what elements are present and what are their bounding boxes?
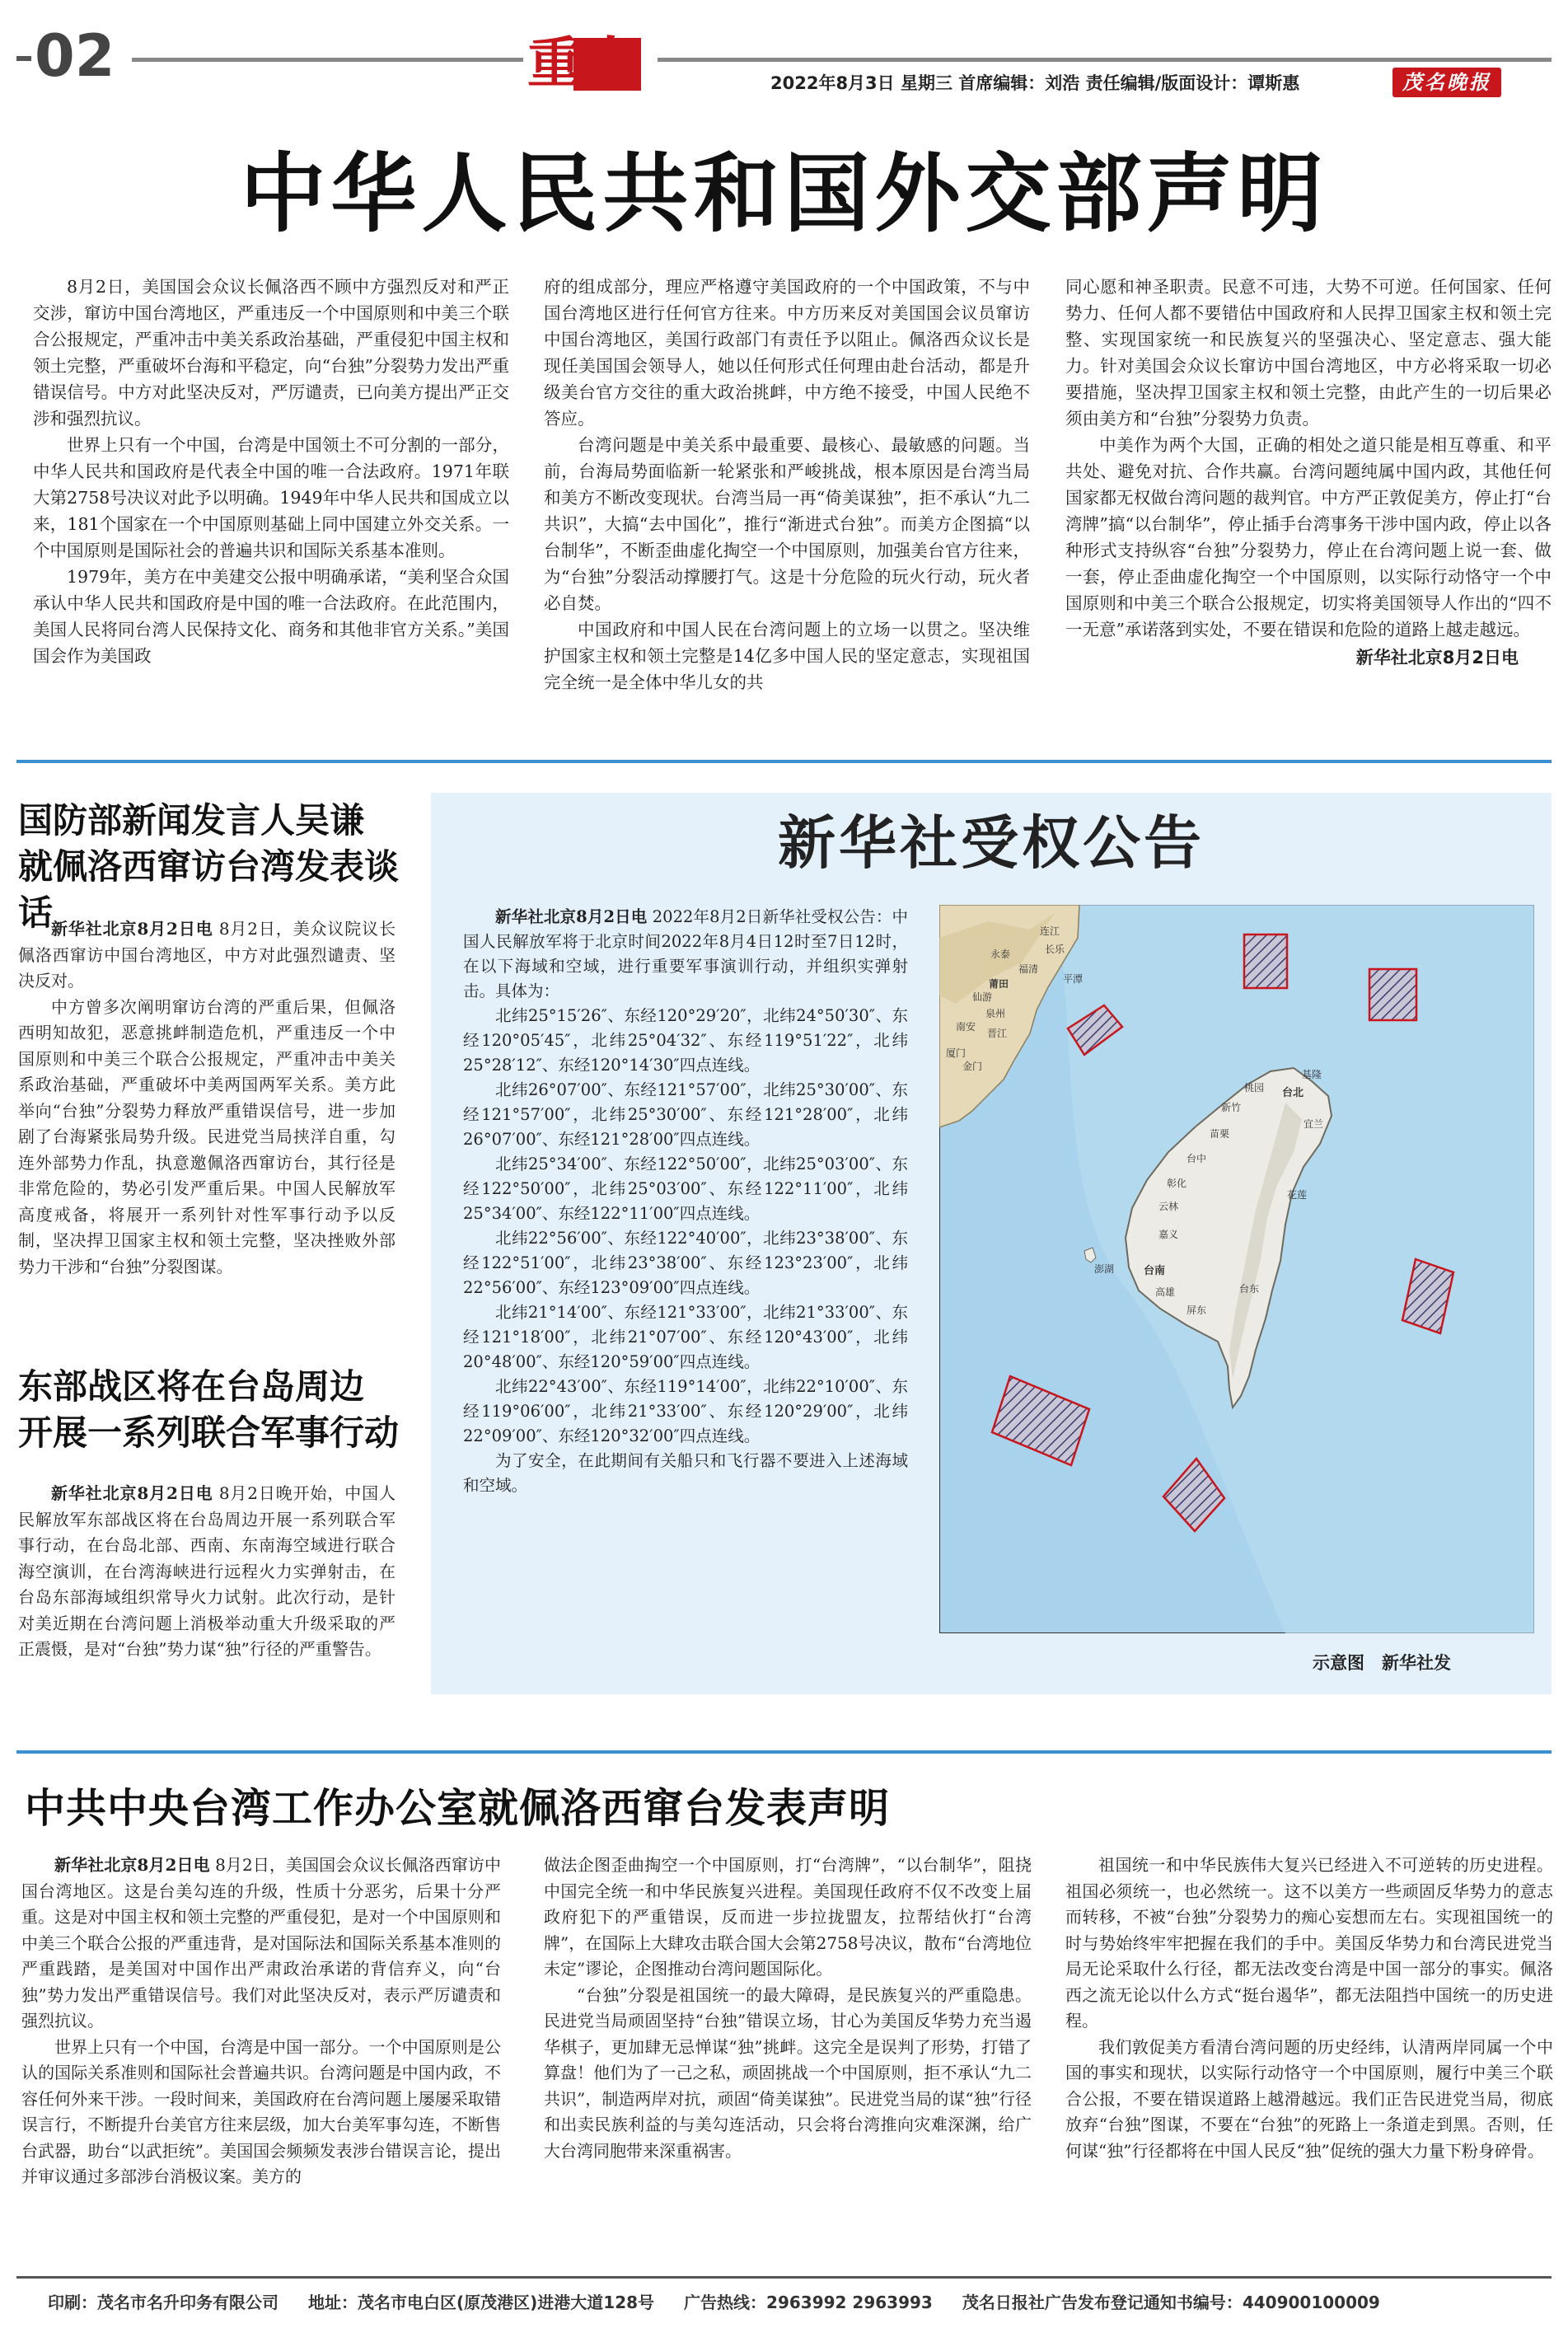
paragraph: 府的组成部分，理应严格遵守美国政府的一个中国政策，不与中国台湾地区进行任何官方往来。中方历来反对美国国会议员窜访中国台湾地区，美国行政部门有责任予以阻止。佩洛西众议长是现任美国国会领导人，她以任何形式任何理由赴台活动，都是升级美台官方交往的重大政治挑衅，中方绝不接受，中国人民绝不答应。 (544, 277, 1030, 429)
article2-title-line1: 国防部新闻发言人吴谦 (18, 800, 365, 841)
map-label-hualien: 花莲 (1287, 1189, 1308, 1201)
page-number: 02 (35, 22, 115, 90)
map-label-lianjiang: 连江 (1040, 925, 1060, 937)
article2-lead: 新华社北京8月2日电 (51, 919, 213, 939)
map-label-hsinchu: 新竹 (1221, 1102, 1242, 1113)
map-label-pingtan: 平潭 (1063, 973, 1084, 985)
article5-lead: 新华社北京8月2日电 (54, 1855, 210, 1875)
divider-blue-1 (16, 760, 1552, 763)
article5-para: 8月2日，美国国会众议长佩洛西窜访中国台湾地区。这是台美勾连的升级，性质十分恶劣，后果十分严重。这是对中国主权和领土完整的严重侵犯，是对一个中国原则和中美三个联合公报的严重违背，是对国际法和国际关系基本准则的严重践踏，是美国对中国作出严肃政治承诺的背信弃义，向“台独”势力发出严重错误信号。我们对此坚决反对，表示严厉谴责和强烈抗议。 (21, 1855, 501, 2031)
map-label-taichung: 台中 (1187, 1153, 1207, 1164)
map-label-miaoli: 苗栗 (1210, 1128, 1230, 1140)
article3-title-line2: 开展一系列联合军事行动 (18, 1412, 400, 1453)
article1-title: 中华人民共和国外交部声明 (240, 143, 1328, 244)
article1-column-1 (33, 274, 509, 669)
map-label-keelung: 基隆 (1302, 1069, 1322, 1080)
map-label-xiamen: 厦门 (946, 1047, 967, 1059)
article2-title-line2: 就佩洛西窜访台湾发表谈话 (18, 846, 400, 933)
article3-title (18, 1364, 430, 1456)
section-label: 重点 (527, 31, 639, 95)
paragraph: 台湾问题是中美关系中最重要、最核心、最敏感的问题。当前，台海局势面临新一轮紧张和严峻挑战，根本原因是台湾当局和美方不断改变现状。台湾当局一再“倚美谋独”，拒不承认“九二共识”，大搞“去中国化”，推行“渐进式台独”。而美方企图搞“以台制华”，不断歪曲虚化掏空一个中国原则，加强美台官方往来，为“台独”分裂活动撑腰打气。这是十分危险的玩火行动，玩火者必自焚。 (544, 435, 1030, 613)
page-number-dash (16, 56, 31, 61)
article3-title-line1: 东部战区将在台岛周边 (18, 1366, 365, 1407)
article3-body (18, 1481, 396, 1663)
paragraph: 我们敦促美方看清台湾问题的历史经纬，认清两岸同属一个中国的事实和现状，以实际行动恪守一个中国原则，履行中美三个联合公报，不要在错误道路上越滑越远。我们正告民进党当局，彻底放弃“台独”图谋，不要在“台独”的死路上一条道走到黑。否则，任何谋“独”行径都将在中国人民反“独”促统的强大力量下粉身碎骨。 (1065, 2036, 1553, 2161)
article2-title (18, 798, 430, 936)
coordinate-set: 北纬25°34′00″、东经122°50′00″，北纬25°03′00″、东经122°50′00″，北纬25°03′00″、东经122°11′00″，北纬25°34′00″、东经122°11′00″四点连线。 (463, 1155, 908, 1223)
map-label-yilan: 宜兰 (1304, 1118, 1324, 1130)
paragraph: 世界上只有一个中国，台湾是中国领土不可分割的一部分，中华人民共和国政府是代表全中国的唯一合法政府。1971年联大第2758号决议对此予以明确。1949年中华人民共和国成立以来，181个国家在一个中国原则基础上同中国建立外交关系。一个中国原则是国际社会的普遍共识和国际关系基本准则。 (33, 435, 509, 560)
coordinate-set: 北纬21°14′00″、东经121°33′00″，北纬21°33′00″、东经121°18′00″，北纬21°07′00″、东经120°43′00″，北纬20°48′00″、东经120°59′00″四点连线。 (463, 1303, 908, 1371)
map-label-fuqing: 福清 (1018, 963, 1039, 975)
header-rule-right (658, 58, 1552, 62)
header (0, 0, 1568, 97)
issue-info: 2022年8月3日 星期三 首席编辑：刘浩 责任编辑/版面设计：谭斯惠 (770, 73, 1300, 93)
article3-body-text: 8月2日晚开始，中国人民解放军东部战区将在台岛周边开展一系列联合军事行动，在台岛北部、西南、东南海空域进行联合海空演训，在台湾海峡进行远程火力实弹射击，在台岛东部海域组织常导火力试射。此次行动，是针对美近期在台湾问题上消极举动重大升级采取的严正震慑，是对“台独”势力谋“独”行径的严重警告。 (18, 1483, 396, 1659)
exercise-zone-3 (1369, 969, 1416, 1020)
map-label-quanzhou: 泉州 (985, 1008, 1006, 1019)
article3-lead: 新华社北京8月2日电 (51, 1483, 213, 1503)
coordinate-set: 北纬26°07′00″、东经121°57′00″，北纬25°30′00″、东经121°57′00″，北纬25°30′00″、东经121°28′00″，北纬26°07′00″、东经121°28′00″四点连线。 (463, 1080, 908, 1149)
paragraph: 为了安全，在此期间有关船只和飞行器不要进入上述海域和空域。 (463, 1451, 908, 1495)
coordinate-set: 北纬22°56′00″、东经122°40′00″，北纬23°38′00″、东经122°51′00″，北纬23°38′00″、东经123°23′00″，北纬22°56′00″、东经123°09′00″四点连线。 (463, 1229, 908, 1297)
paragraph: 中国政府和中国人民在台湾问题上的立场一以贯之。坚决维护国家主权和领土完整是14亿多中国人民的坚定意志，实现祖国完全统一是全体中华儿女的共 (544, 620, 1030, 692)
map-label-tainan: 台南 (1144, 1265, 1166, 1277)
footer-ad-hotline: 广告热线：2963992 2963993 (684, 2293, 933, 2312)
footer-printer: 印刷：茂名市名升印务有限公司 (48, 2293, 278, 2312)
paragraph: 8月2日，美国国会众议长佩洛西不顾中方强烈反对和严正交涉，窜访中国台湾地区，严重违反一个中国原则和中美三个联合公报规定，严重冲击中美关系政治基础，严重侵犯中国主权和领土完整，严重破坏台海和平稳定，向“台独”分裂势力发出严重错误信号。中方对此坚决反对，严厉谴责，已向美方提出严正交涉和强烈抗议。 (33, 277, 509, 429)
map-label-changle: 长乐 (1045, 944, 1065, 955)
article4-title: 新华社受权公告 (778, 809, 1205, 877)
map-label-taipei: 台北 (1282, 1087, 1304, 1099)
paragraph: 做法企图歪曲掏空一个中国原则，打“台湾牌”，“以台制华”，阻挠中国完全统一和中华民族复兴进程。美国现任政府不仅不改变上届政府犯下的严重错误，反而进一步拉拢盟友，拉帮结伙打“台湾牌”，在国际上大肆攻击联合国大会第2758号决议，散布“台湾地位未定”谬论，企图推动台湾问题国际化。 (544, 1855, 1032, 1979)
map-label-nanan: 南安 (956, 1021, 976, 1033)
article2-body1: 8月2日，美众议院议长佩洛西窜访中国台湾地区，中方对此强烈谴责、坚决反对。 (18, 919, 396, 991)
exercise-zone-map (939, 905, 1534, 1633)
article4-lead: 新华社北京8月2日电 (495, 907, 648, 926)
paragraph: 祖国统一和中华民族伟大复兴已经进入不可逆转的历史进程。祖国必须统一，也必然统一。这不以美方一些顽固反华势力的意志而转移，不被“台独”分裂势力的痴心妄想而左右。实现祖国统一的时与势始终牢牢把握在我们的手中。美国反华势力和台湾民进党当局无论采取什么行径，都无法改变台湾是中国一部分的事实。佩洛西之流无论以什么方式“挺台遏华”，都无法阻挡中国统一的历史进程。 (1065, 1855, 1553, 2031)
exercise-zone-2 (1244, 934, 1287, 988)
map-label-yongtai: 永泰 (990, 949, 1011, 960)
article5-column-2 (544, 1853, 1032, 2164)
divider-blue-2 (16, 1750, 1552, 1754)
masthead-logo (1392, 68, 1501, 97)
masthead-text: 茂名晚报 (1402, 70, 1491, 94)
article1-column-3 (1065, 274, 1552, 671)
coordinate-set: 北纬22°43′00″、东经119°14′00″，北纬22°10′00″、东经119°06′00″，北纬21°33′00″、东经120°29′00″，北纬22°09′00″、东经120°32′00″四点连线。 (463, 1377, 908, 1445)
article5-column-1 (21, 1853, 501, 2190)
map-label-chiayi: 嘉义 (1158, 1229, 1179, 1240)
map-label-putian: 莆田 (989, 978, 1009, 990)
footer (48, 2288, 1552, 2317)
map-label-yunlin: 云林 (1158, 1201, 1179, 1212)
paragraph: 中美作为两个大国，正确的相处之道只能是相互尊重、和平共处、避免对抗、合作共赢。台湾问题纯属中国内政，其他任何国家都无权做台湾问题的裁判官。中方严正敦促美方，停止打“台湾牌”搞“以台制华”，停止插手台湾事务干涉中国内政，停止以各种形式支持纵容“台独”分裂势力，停止在台湾问题上说一套、做一套，停止歪曲虚化掏空一个中国原则，以实际行动恪守一个中国原则和中美三个联合公报规定，切实将美国领导人作出的“四不一无意”承诺落到实处，不要在错误和危险的道路上越走越远。 (1065, 435, 1552, 639)
map-label-penghu: 澎湖 (1094, 1263, 1115, 1275)
paragraph (463, 905, 908, 1004)
footer-address: 地址：茂名市电白区(原茂港区)进港大道128号 (308, 2293, 655, 2312)
article4-intro: 2022年8月2日新华社受权公告：中国人民解放军将于北京时间2022年8月4日12时至7日12时，在以下海域和空域，进行重要军事演训行动，并组织实弹射击。具体为： (463, 907, 908, 1000)
article4-body (463, 905, 908, 1498)
paragraph: “台独”分裂是祖国统一的最大障碍，是民族复兴的严重隐患。民进党当局顽固坚持“台独”错误立场，甘心为美国反华势力充当遏华棋子，更加肆无忌惮谋“独”挑衅。这完全是误判了形势，打错了算盘！他们为了一己之私，顽固挑战一个中国原则，拒不承认“九二共识”，制造两岸对抗，顽固“倚美谋独”。民进党当局的谋“独”行径和出卖民族利益的与美勾连活动，只会将台湾推向灾难深渊，给广大台湾同胞带来深重祸害。 (544, 1984, 1032, 2161)
coordinate-set: 北纬25°15′26″、东经120°29′20″，北纬24°50′30″、东经120°05′45″，北纬25°04′32″、东经119°51′22″，北纬25°28′12″、东经120°14′30″四点连线。 (463, 1006, 908, 1075)
map-label-taitung: 台东 (1239, 1283, 1260, 1295)
header-rule-left (132, 58, 523, 62)
article5-column-3 (1065, 1853, 1553, 2164)
paragraph (18, 1481, 396, 1663)
map-label-kaohsiung: 高雄 (1155, 1286, 1176, 1298)
paragraph (18, 916, 396, 995)
map-label-taoyuan: 桃园 (1244, 1082, 1265, 1094)
paragraph: 1979年，美方在中美建交公报中明确承诺，“美利坚合众国承认中华人民共和国政府是中国的唯一合法政府。在此范围内，美国人民将同台湾人民保持文化、商务和其他非官方关系。”美国国会作为美国政 (33, 567, 509, 666)
map-label-pingtung: 屏东 (1187, 1305, 1207, 1316)
paragraph: 世界上只有一个中国，台湾是中国一部分。一个中国原则是公认的国际关系准则和国际社会普遍共识。台湾问题是中国内政，不容任何外来干涉。一段时间来，美国政府在台湾问题上屡屡采取错误言行，不断提升台美官方往来层级，加大台美军事勾连，不断售台武器，助台“以武拒统”。美国国会频频发表涉台错误言论，提出并审议通过多部涉台消极议案。美方的 (21, 2036, 501, 2186)
article5-title: 中共中央台湾工作办公室就佩洛西窜台发表声明 (25, 1785, 891, 1832)
article2-body (18, 916, 396, 1280)
section-badge (527, 31, 647, 95)
map-label-changhua: 彰化 (1167, 1178, 1187, 1189)
map-label-xianyou: 仙游 (972, 991, 993, 1003)
paragraph: 同心愿和神圣职责。民意不可违，大势不可逆。任何国家、任何势力、任何人都不要错估中国政府和人民捍卫国家主权和领土完整、实现国家统一和民族复兴的坚强决心、坚定意志、强大能力。针对美国会众议长窜访中国台湾地区，中方必将采取一切必要措施，坚决捍卫国家主权和领土完整，由此产生的一切后果必须由美方和“台独”分裂势力负责。 (1065, 277, 1552, 429)
map-caption: 示意图 新华社发 (1313, 1653, 1451, 1673)
footer-rule (16, 2276, 1552, 2279)
article1-signature: 新华社北京8月2日电 (1355, 648, 1519, 667)
paragraph: 中方曾多次阐明窜访台湾的严重后果，但佩洛西明知故犯，恶意挑衅制造危机，严重违反一个中国原则和中美三个联合公报规定，严重冲击中美关系政治基础，严重破坏中美两国两军关系。美方此举向“台独”分裂势力释放严重错误信号，进一步加剧了台海紧张局势升级。民进党当局挟洋自重，勾连外部势力作乱，执意邀佩洛西窜访台，其行径是非常危险的，势必引发严重后果。中国人民解放军高度戒备，将展开一系列针对性军事行动予以反制，坚决捍卫国家主权和领土完整，坚决挫败外部势力干涉和“台独”分裂图谋。 (18, 996, 396, 1276)
map-label-jinjiang: 晋江 (987, 1028, 1008, 1039)
article1-column-2 (544, 274, 1030, 696)
paragraph (21, 1853, 501, 2035)
footer-license: 茂名日报社广告发布登记通知书编号：440900100009 (962, 2293, 1380, 2312)
map-label-jinmen: 金门 (962, 1061, 983, 1072)
